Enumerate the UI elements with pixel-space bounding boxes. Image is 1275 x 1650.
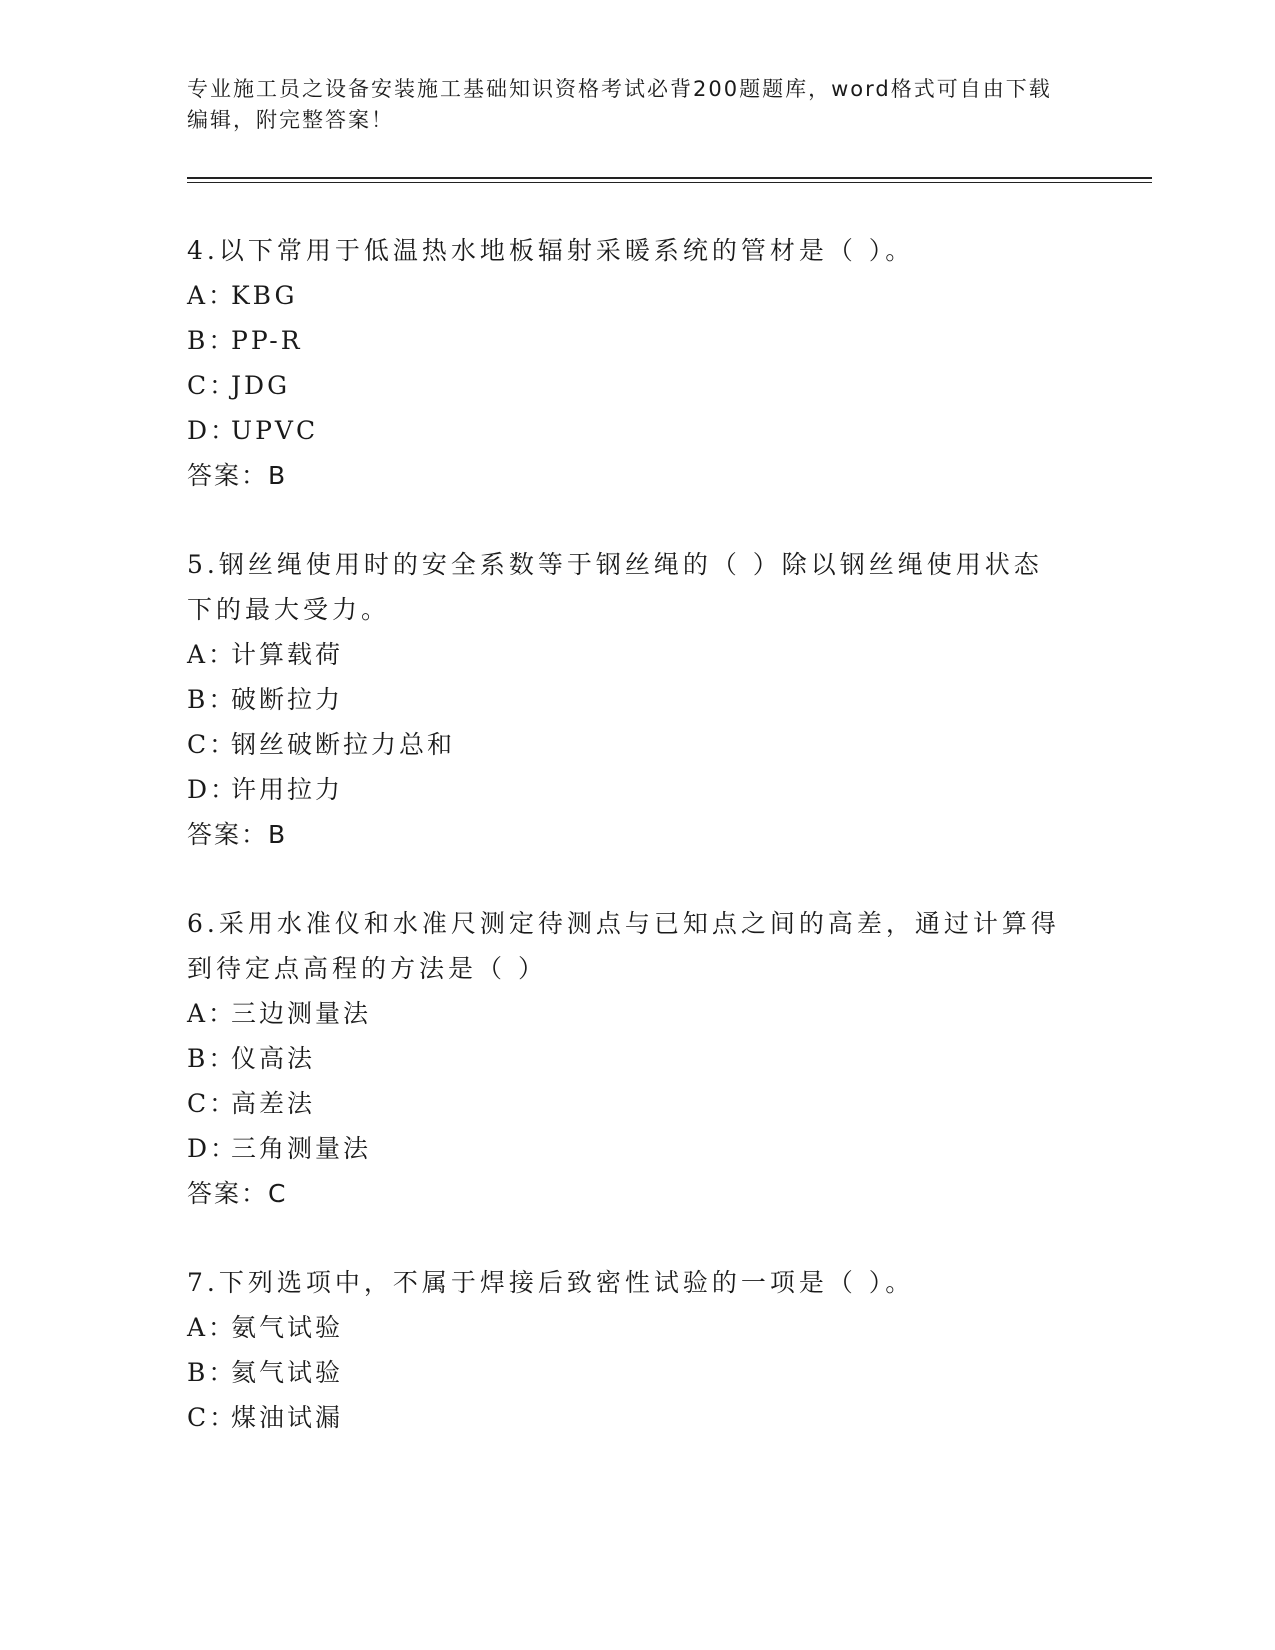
option-d [187,767,1067,812]
option-text: 三角测量法 [231,1134,372,1163]
option-c [187,1081,1067,1126]
option-key: C： [187,371,238,400]
question-stem: 5.钢丝绳使用时的安全系数等于钢丝绳的（ ）除以钢丝绳使用状态下的最大受力。 [187,550,1043,624]
option-b [187,318,1067,363]
option-b [187,1350,1067,1395]
option-a [187,991,1067,1036]
option-key: C： [187,1089,238,1118]
question-stem: 6.采用水准仪和水准尺测定待测点与已知点之间的高差，通过计算得到待定点高程的方法是（ ） [187,909,1060,983]
option-key: D： [187,416,239,445]
option-text: 钢丝破断拉力总和 [231,730,456,759]
header-divider-thick [187,177,1152,179]
option-d [187,408,1067,453]
option-text: PP-R [231,326,303,355]
option-a [187,273,1067,318]
option-key: A： [187,640,237,669]
answer-line: 答案：C [187,1179,288,1208]
option-c [187,1395,1067,1440]
option-c [187,363,1067,408]
option-key: D： [187,775,239,804]
option-text: 氨气试验 [231,1313,344,1342]
option-text: 氦气试验 [231,1358,344,1387]
option-c [187,722,1067,767]
option-text: 高差法 [231,1089,316,1118]
header-divider-thin [187,182,1152,183]
option-text: 许用拉力 [231,775,344,804]
option-text: JDG [231,371,291,400]
answer-line: 答案：B [187,461,288,490]
question-5 [187,542,1067,857]
option-text: 仪高法 [231,1044,316,1073]
option-text: 三边测量法 [231,999,372,1028]
option-key: A： [187,999,237,1028]
option-key: A： [187,1313,237,1342]
option-text: 计算载荷 [231,640,344,669]
option-key: C： [187,730,238,759]
option-d [187,1126,1067,1171]
option-text: KBG [231,281,298,310]
option-key: B： [187,1044,237,1073]
option-key: B： [187,326,237,355]
option-key: C： [187,1403,238,1432]
option-b [187,677,1067,722]
answer-line: 答案：B [187,820,288,849]
option-key: D： [187,1134,239,1163]
option-text: UPVC [231,416,319,445]
question-7 [187,1260,1067,1440]
option-a [187,1305,1067,1350]
option-text: 煤油试漏 [231,1403,344,1432]
option-b [187,1036,1067,1081]
option-key: B： [187,1358,237,1387]
question-stem: 7.下列选项中，不属于焊接后致密性试验的一项是（ ）。 [187,1268,915,1297]
option-key: B： [187,685,237,714]
option-a [187,632,1067,677]
question-stem: 4.以下常用于低温热水地板辐射采暖系统的管材是（ ）。 [187,236,915,265]
question-list [187,228,1067,1484]
question-4 [187,228,1067,498]
question-6 [187,901,1067,1216]
option-key: A： [187,281,237,310]
option-text: 破断拉力 [231,685,344,714]
document-header-title: 专业施工员之设备安装施工基础知识资格考试必背200题题库，word格式可自由下载编辑，附完整答案！ [187,77,1052,132]
